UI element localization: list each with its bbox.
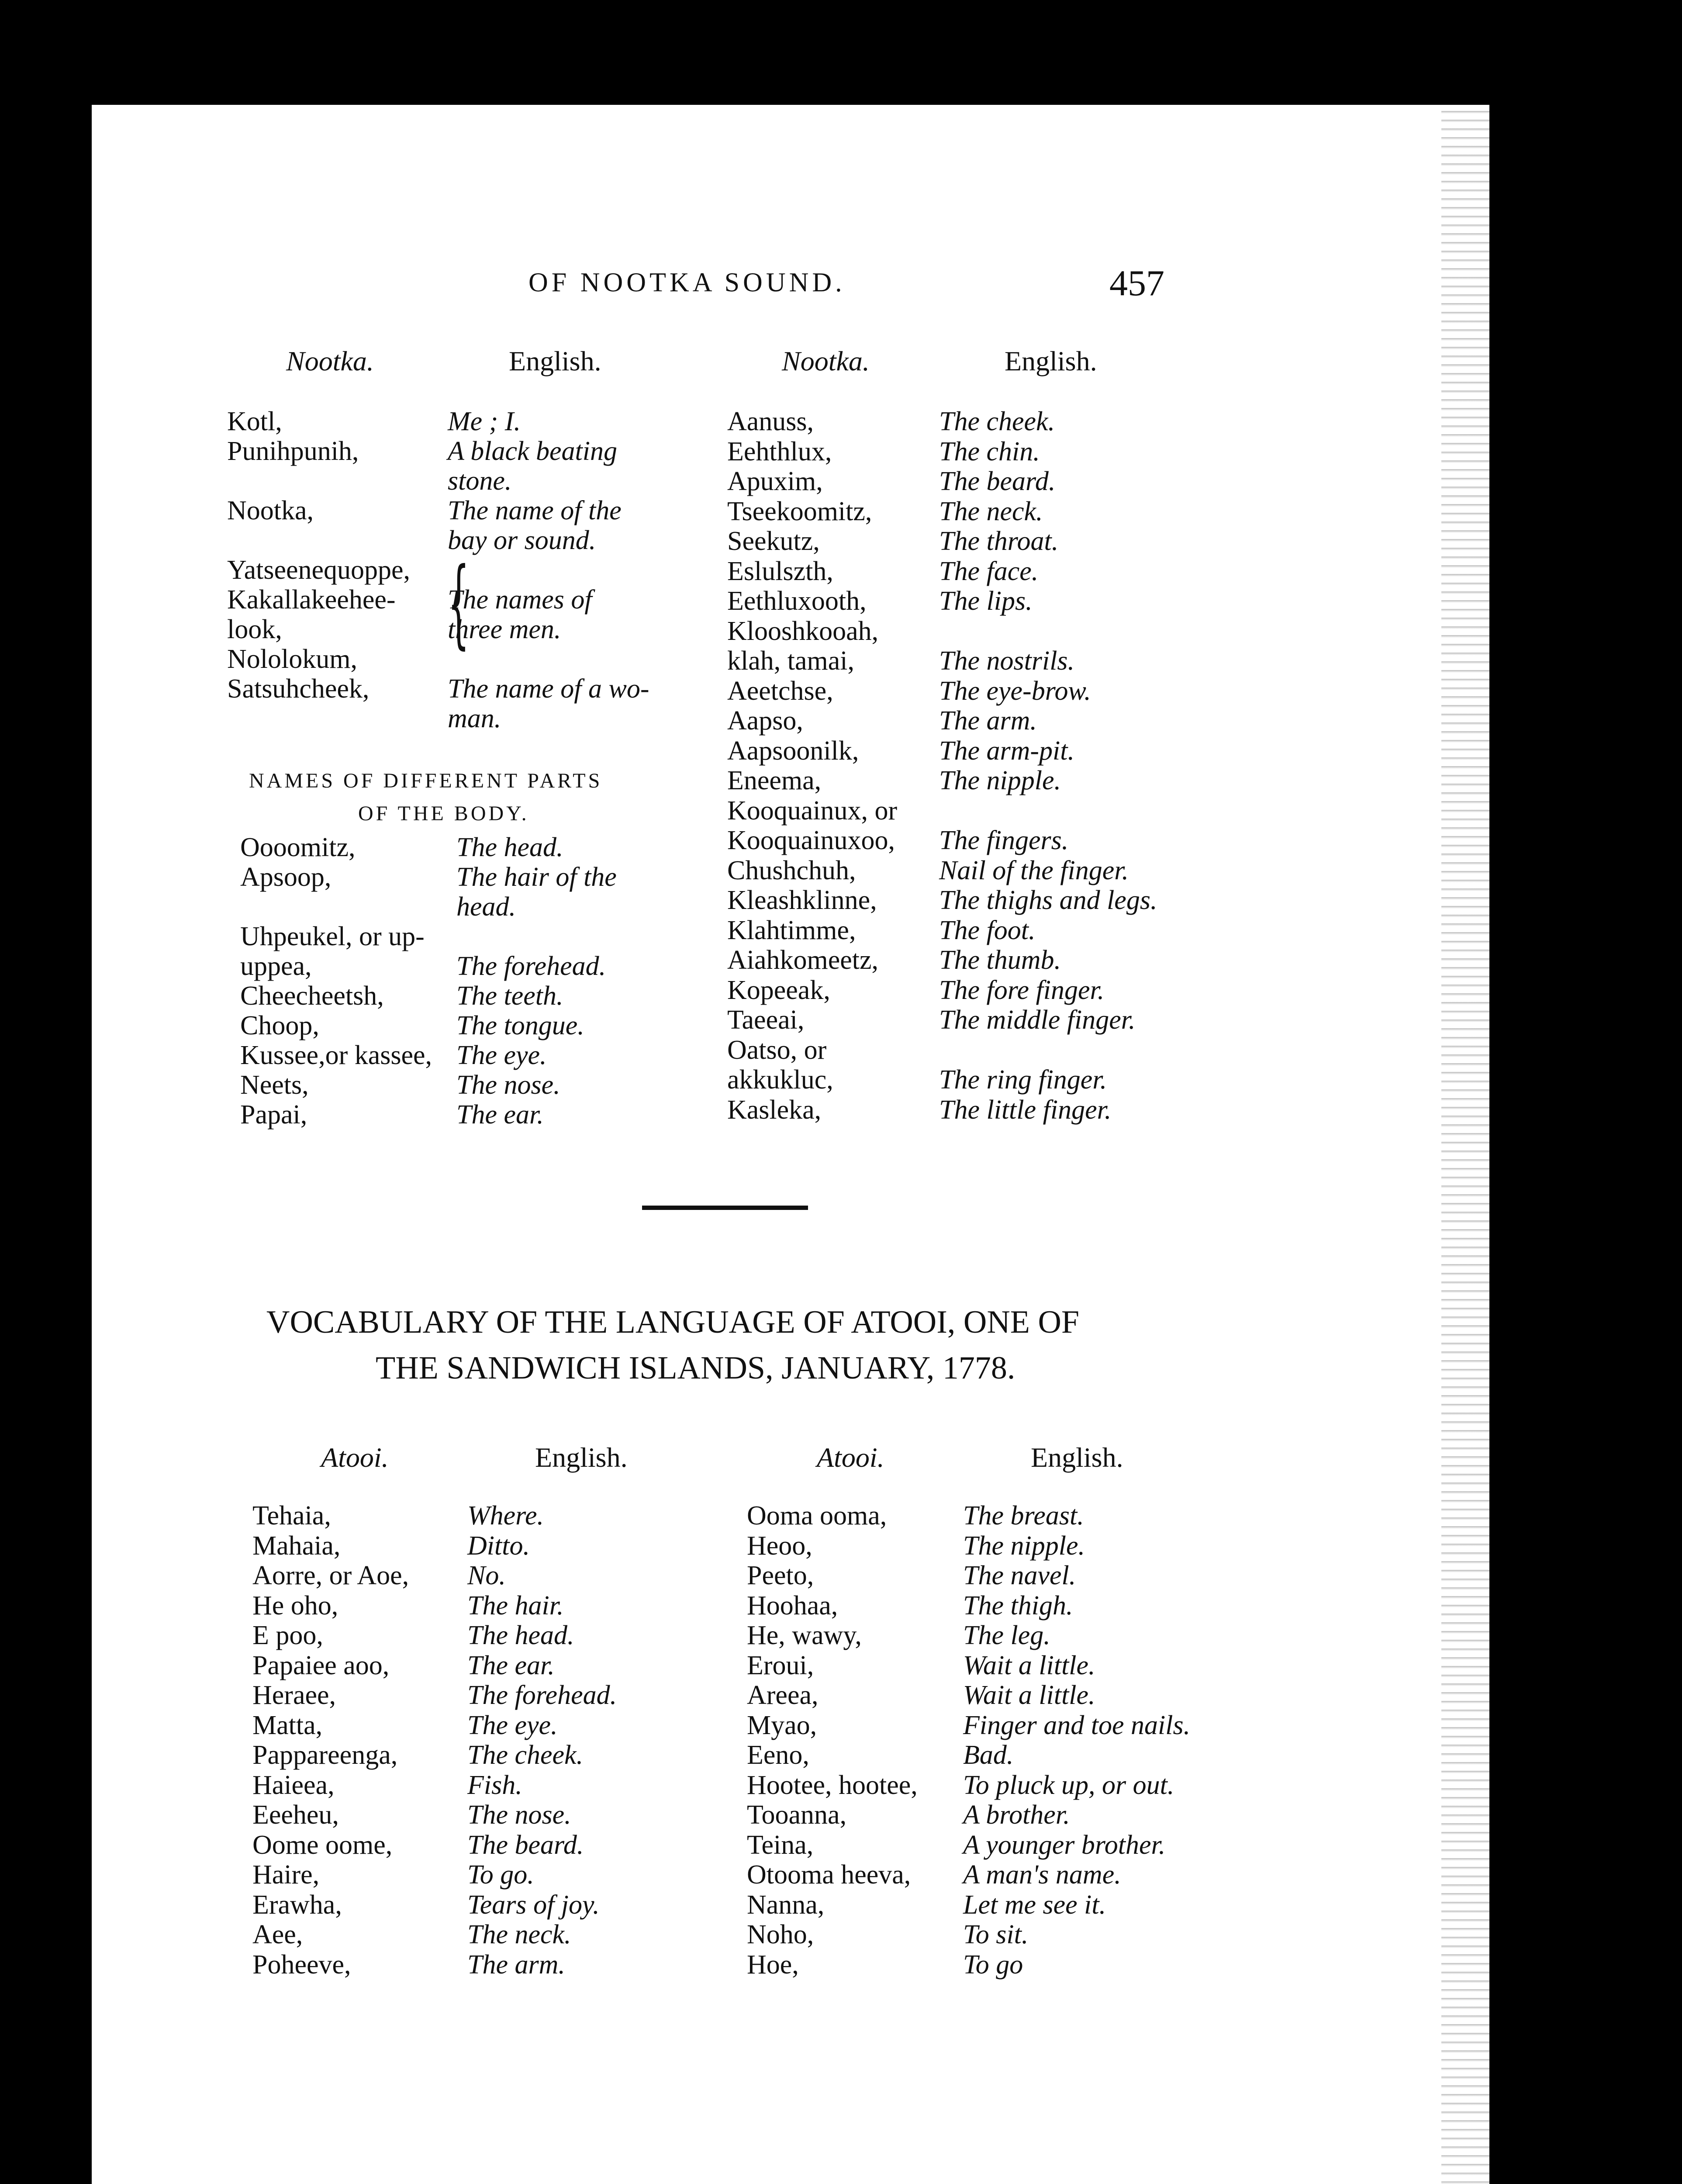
atooi-title-line1: VOCABULARY OF THE LANGUAGE OF ATOOI, ONE OF	[266, 1304, 1080, 1340]
vocab-meaning: The face.	[939, 556, 1039, 586]
col-header-nootka-2: Nootka.	[782, 346, 870, 377]
vocab-word: Haieea,	[252, 1770, 335, 1800]
vocab-word: Eneema,	[727, 766, 822, 795]
vocab-meaning: The head.	[467, 1621, 574, 1650]
vocab-word: Satsuhcheek,	[227, 674, 370, 704]
vocab-word: Oatso, or	[727, 1035, 827, 1065]
vocab-word: Klooshkooah,	[727, 616, 879, 646]
vocab-meaning: A man's name.	[963, 1860, 1121, 1890]
vocab-word: Hoe,	[747, 1949, 799, 1980]
vocab-word: Aeetchse,	[727, 676, 833, 706]
vocab-word: Haire,	[252, 1860, 320, 1890]
vocab-meaning: The thumb.	[939, 945, 1061, 975]
vocab-meaning: A younger brother.	[963, 1830, 1166, 1860]
vocab-word: Tehaia,	[252, 1501, 331, 1531]
vocab-meaning: The lips.	[939, 586, 1033, 616]
vocab-meaning: The cheek.	[467, 1740, 584, 1770]
vocab-word: Nololokum,	[227, 644, 357, 674]
vocab-meaning: The leg.	[963, 1621, 1050, 1650]
vocab-meaning: The tongue.	[456, 1011, 584, 1040]
vocab-word: Areea,	[747, 1680, 819, 1710]
vocab-meaning: The arm-pit.	[939, 736, 1074, 766]
vocab-meaning: Where.	[467, 1501, 544, 1531]
vocab-word: Kotl,	[227, 407, 282, 436]
vocab-word: Hootee, hootee,	[747, 1770, 918, 1800]
vocab-word: Klahtimme,	[727, 915, 856, 945]
vocab-meaning: The nipple.	[939, 766, 1061, 795]
vocab-word: Kussee,or kassee,	[240, 1040, 432, 1070]
vocab-meaning: bay or sound.	[448, 525, 596, 555]
vocab-word: Yatseenequoppe,	[227, 555, 411, 585]
vocab-word: Aapsoonilk,	[727, 736, 859, 766]
vocab-meaning: The hair of the	[456, 862, 617, 892]
vocab-meaning: Let me see it.	[963, 1890, 1106, 1920]
vocab-word: look,	[227, 615, 282, 644]
col-header-atooi-1: Atooi.	[321, 1442, 389, 1473]
vocab-meaning: The throat.	[939, 526, 1059, 556]
parts-heading-line2: OF THE BODY.	[358, 802, 529, 825]
vocab-meaning: The teeth.	[456, 981, 563, 1011]
page-number: 457	[1109, 263, 1164, 304]
vocab-meaning: To pluck up, or out.	[963, 1770, 1174, 1800]
vocab-meaning: To sit.	[963, 1920, 1029, 1949]
vocab-meaning: The ring finger.	[939, 1065, 1107, 1095]
vocab-word: Myao,	[747, 1710, 817, 1740]
col-header-english-3: English.	[535, 1442, 628, 1473]
vocab-word: Kasleka,	[727, 1095, 822, 1125]
vocab-word: He oho,	[252, 1590, 338, 1621]
vocab-word: Eeno,	[747, 1740, 809, 1770]
vocab-word: Chushchuh,	[727, 855, 856, 885]
vocab-meaning: Wait a little.	[963, 1680, 1095, 1710]
vocab-meaning: The head.	[456, 833, 563, 862]
vocab-meaning: The name of the	[448, 496, 622, 525]
vocab-meaning: The chin.	[939, 436, 1040, 467]
vocab-word: Ooma ooma,	[747, 1501, 887, 1531]
atooi-title-line2: THE SANDWICH ISLANDS, JANUARY, 1778.	[376, 1350, 1015, 1386]
vocab-word: Kooquainux, or	[727, 795, 898, 826]
vocab-word: Eslulszth,	[727, 556, 833, 586]
running-title: OF NOOTKA SOUND.	[528, 268, 846, 297]
vocab-word: Eroui,	[747, 1650, 814, 1680]
vocab-word: Eethluxooth,	[727, 586, 867, 616]
vocab-meaning: head.	[456, 892, 516, 922]
vocab-word: Apsoop,	[240, 862, 332, 892]
vocab-word: Cheecheetsh,	[240, 981, 384, 1011]
section-rule	[642, 1206, 808, 1210]
vocab-meaning: Wait a little.	[963, 1650, 1095, 1680]
col-header-english-2: English.	[1005, 346, 1097, 377]
vocab-meaning: Me ; I.	[448, 407, 521, 436]
vocab-meaning: The hair.	[467, 1590, 564, 1621]
vocab-word: Apuxim,	[727, 467, 823, 496]
col-header-nootka-1: Nootka.	[286, 346, 374, 377]
vocab-word: Teina,	[747, 1830, 814, 1860]
vocab-meaning: The beard.	[939, 467, 1056, 496]
vocab-word: Choop,	[240, 1011, 319, 1040]
page-edge	[1441, 105, 1489, 2184]
vocab-word: Heoo,	[747, 1531, 812, 1561]
vocab-word: Aorre, or Aoe,	[252, 1561, 409, 1590]
vocab-word: Hoohaa,	[747, 1590, 838, 1621]
vocab-word: Papaiee aoo,	[252, 1650, 390, 1680]
vocab-word: klah, tamai,	[727, 646, 854, 676]
vocab-word: Punihpunih,	[227, 436, 359, 466]
vocab-word: E poo,	[252, 1621, 323, 1650]
vocab-meaning: The names of	[448, 585, 592, 615]
vocab-meaning: The ear.	[456, 1100, 544, 1130]
vocab-word: Kleashklinne,	[727, 885, 877, 915]
vocab-meaning: The fore finger.	[939, 975, 1105, 1005]
vocab-meaning: Nail of the finger.	[939, 855, 1129, 885]
vocab-word: Heraee,	[252, 1680, 336, 1710]
vocab-meaning: No.	[467, 1561, 506, 1590]
vocab-word: Tooanna,	[747, 1800, 847, 1830]
vocab-meaning: The arm.	[467, 1949, 565, 1980]
vocab-word: Aanuss,	[727, 407, 814, 436]
vocab-meaning: The ear.	[467, 1650, 555, 1680]
vocab-word: Aee,	[252, 1920, 303, 1949]
vocab-meaning: The navel.	[963, 1561, 1076, 1590]
vocab-word: Aapso,	[727, 706, 803, 736]
vocab-word: Papai,	[240, 1100, 307, 1130]
vocab-meaning: Finger and toe nails.	[963, 1710, 1191, 1740]
vocab-meaning: Bad.	[963, 1740, 1014, 1770]
vocab-word: Aiahkomeetz,	[727, 945, 879, 975]
vocab-meaning: The fingers.	[939, 826, 1069, 855]
vocab-word: Erawha,	[252, 1890, 342, 1920]
vocab-meaning: man.	[448, 704, 501, 733]
vocab-word: Pappareenga,	[252, 1740, 398, 1770]
vocab-meaning: The eye.	[456, 1040, 547, 1070]
vocab-meaning: The name of a wo-	[448, 674, 649, 704]
vocab-word: Taeeai,	[727, 1005, 805, 1035]
vocab-word: Neets,	[240, 1070, 309, 1100]
vocab-word: Mahaia,	[252, 1531, 341, 1561]
col-header-english-4: English.	[1031, 1442, 1123, 1473]
vocab-word: Kakallakeehee-	[227, 585, 396, 615]
vocab-word: Kooquainuxoo,	[727, 826, 895, 855]
vocab-word: akkukluc,	[727, 1065, 833, 1095]
vocab-meaning: The nostrils.	[939, 646, 1075, 676]
vocab-meaning: To go	[963, 1949, 1023, 1980]
vocab-meaning: The nose.	[456, 1070, 560, 1100]
vocab-word: Eeeheu,	[252, 1800, 339, 1830]
vocab-meaning: Tears of joy.	[467, 1890, 600, 1920]
vocab-word: Uhpeukel, or up-	[240, 922, 425, 951]
vocab-word: Noho,	[747, 1920, 814, 1949]
parts-heading-line1: NAMES OF DIFFERENT PARTS	[249, 769, 603, 792]
brace-symbol: {	[448, 547, 470, 659]
vocab-meaning: The thigh.	[963, 1590, 1073, 1621]
vocab-meaning: The nipple.	[963, 1531, 1085, 1561]
vocab-meaning: The arm.	[939, 706, 1037, 736]
vocab-meaning: The middle finger.	[939, 1005, 1136, 1035]
vocab-word: Tseekoomitz,	[727, 496, 872, 526]
vocab-meaning: The foot.	[939, 915, 1036, 945]
vocab-meaning: three men.	[448, 615, 561, 644]
vocab-word: uppea,	[240, 951, 312, 981]
vocab-meaning: The eye-brow.	[939, 676, 1091, 706]
col-header-atooi-2: Atooi.	[817, 1442, 884, 1473]
vocab-word: Oome oome,	[252, 1830, 393, 1860]
col-header-english-1: English.	[509, 346, 601, 377]
vocab-meaning: A brother.	[963, 1800, 1070, 1830]
vocab-word: Seekutz,	[727, 526, 820, 556]
vocab-word: Oooomitz,	[240, 833, 356, 862]
vocab-word: Nootka,	[227, 496, 314, 525]
vocab-meaning: The forehead.	[456, 951, 606, 981]
vocab-word: He, wawy,	[747, 1621, 862, 1650]
vocab-meaning: The little finger.	[939, 1095, 1112, 1125]
vocab-meaning: The breast.	[963, 1501, 1084, 1531]
vocab-meaning: The forehead.	[467, 1680, 617, 1710]
vocab-meaning: A black beating	[448, 436, 617, 466]
vocab-meaning: stone.	[448, 466, 512, 496]
vocab-meaning: The neck.	[467, 1920, 571, 1949]
vocab-word: Nanna,	[747, 1890, 825, 1920]
vocab-word: Kopeeak,	[727, 975, 830, 1005]
vocab-meaning: The neck.	[939, 496, 1043, 526]
vocab-word: Otooma heeva,	[747, 1860, 911, 1890]
vocab-meaning: The eye.	[467, 1710, 558, 1740]
vocab-word: Poheeve,	[252, 1949, 351, 1980]
vocab-meaning: The thighs and legs.	[939, 885, 1157, 915]
vocab-meaning: To go.	[467, 1860, 534, 1890]
vocab-meaning: The beard.	[467, 1830, 584, 1860]
vocab-word: Peeto,	[747, 1561, 814, 1590]
vocab-word: Eehthlux,	[727, 436, 832, 467]
vocab-word: Matta,	[252, 1710, 323, 1740]
vocab-meaning: Fish.	[467, 1770, 522, 1800]
vocab-meaning: The cheek.	[939, 407, 1055, 436]
vocab-meaning: Ditto.	[467, 1531, 530, 1561]
vocab-meaning: The nose.	[467, 1800, 571, 1830]
